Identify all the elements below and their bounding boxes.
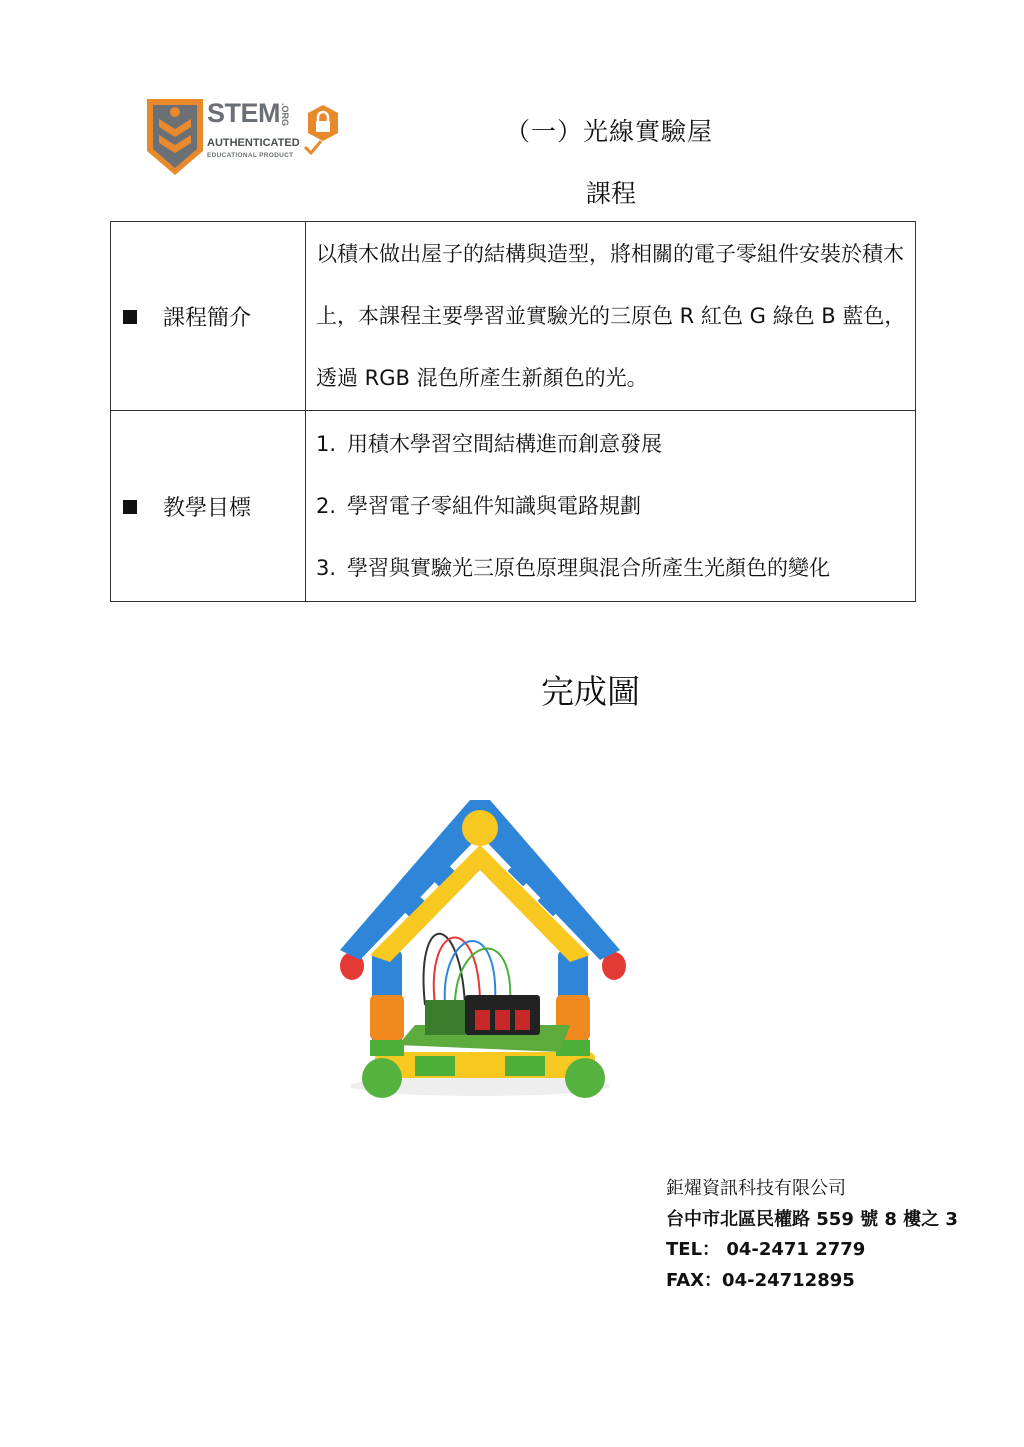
list-number: 1. (316, 432, 337, 456)
company-info (666, 1174, 958, 1296)
page-subtitle: 課程 (586, 179, 637, 208)
list-item (316, 413, 907, 475)
tel-number: 04-2471 2779 (726, 1239, 866, 1260)
list-number: 3. (316, 556, 337, 580)
company-address: 台中市北區民權路 559 號 8 樓之 3 (666, 1208, 958, 1230)
table-row (111, 411, 916, 602)
block-house-image (330, 790, 630, 1110)
lock-icon (305, 103, 341, 143)
square-bullet-icon (123, 500, 137, 514)
logo-suffix: .ORG (280, 103, 290, 127)
stem-logo (145, 95, 345, 177)
row-content-cell (306, 411, 916, 602)
check-icon (303, 139, 323, 155)
page-title: （一）光線實驗屋 (505, 117, 714, 146)
section-heading: 完成圖 (541, 672, 640, 711)
list-number: 2. (316, 494, 337, 518)
row-label: 課程簡介 (163, 305, 252, 331)
list-text: 學習與實驗光三原色原理與混合所產生光顏色的變化 (347, 556, 830, 580)
company-tel (666, 1235, 958, 1266)
table-row (111, 222, 916, 411)
row-label: 教學目標 (163, 495, 252, 521)
list-item (316, 537, 907, 599)
stem-shield-icon (145, 95, 207, 177)
tel-label: TEL： (666, 1239, 721, 1260)
logo-badge: AUTHENTICATED (207, 137, 300, 149)
row-label-cell (111, 411, 306, 602)
logo-brand: STEM (207, 98, 281, 128)
course-table (110, 221, 916, 602)
course-intro-text: 以積木做出屋子的結構與造型，將相關的電子零組件安裝於積木上，本課程主要學習並實驗光的三原色 R 紅色 G 綠色 B 藍色，透過 RGB 混色所產生新顏色的光。 (316, 242, 906, 390)
company-name: 鉅燿資訊科技有限公司 (666, 1178, 846, 1199)
row-label-cell (111, 222, 306, 411)
list-text: 用積木學習空間結構進而創意發展 (347, 432, 662, 456)
fax-label: FAX： (666, 1269, 723, 1291)
logo-tagline: EDUCATIONAL PRODUCT (207, 152, 294, 159)
company-fax (666, 1266, 958, 1297)
list-text: 學習電子零組件知識與電路規劃 (347, 494, 641, 518)
row-content-cell (306, 222, 916, 411)
goals-list (316, 411, 907, 601)
list-item (316, 475, 907, 537)
fax-number: 04-24712895 (722, 1269, 855, 1291)
square-bullet-icon (123, 310, 137, 324)
